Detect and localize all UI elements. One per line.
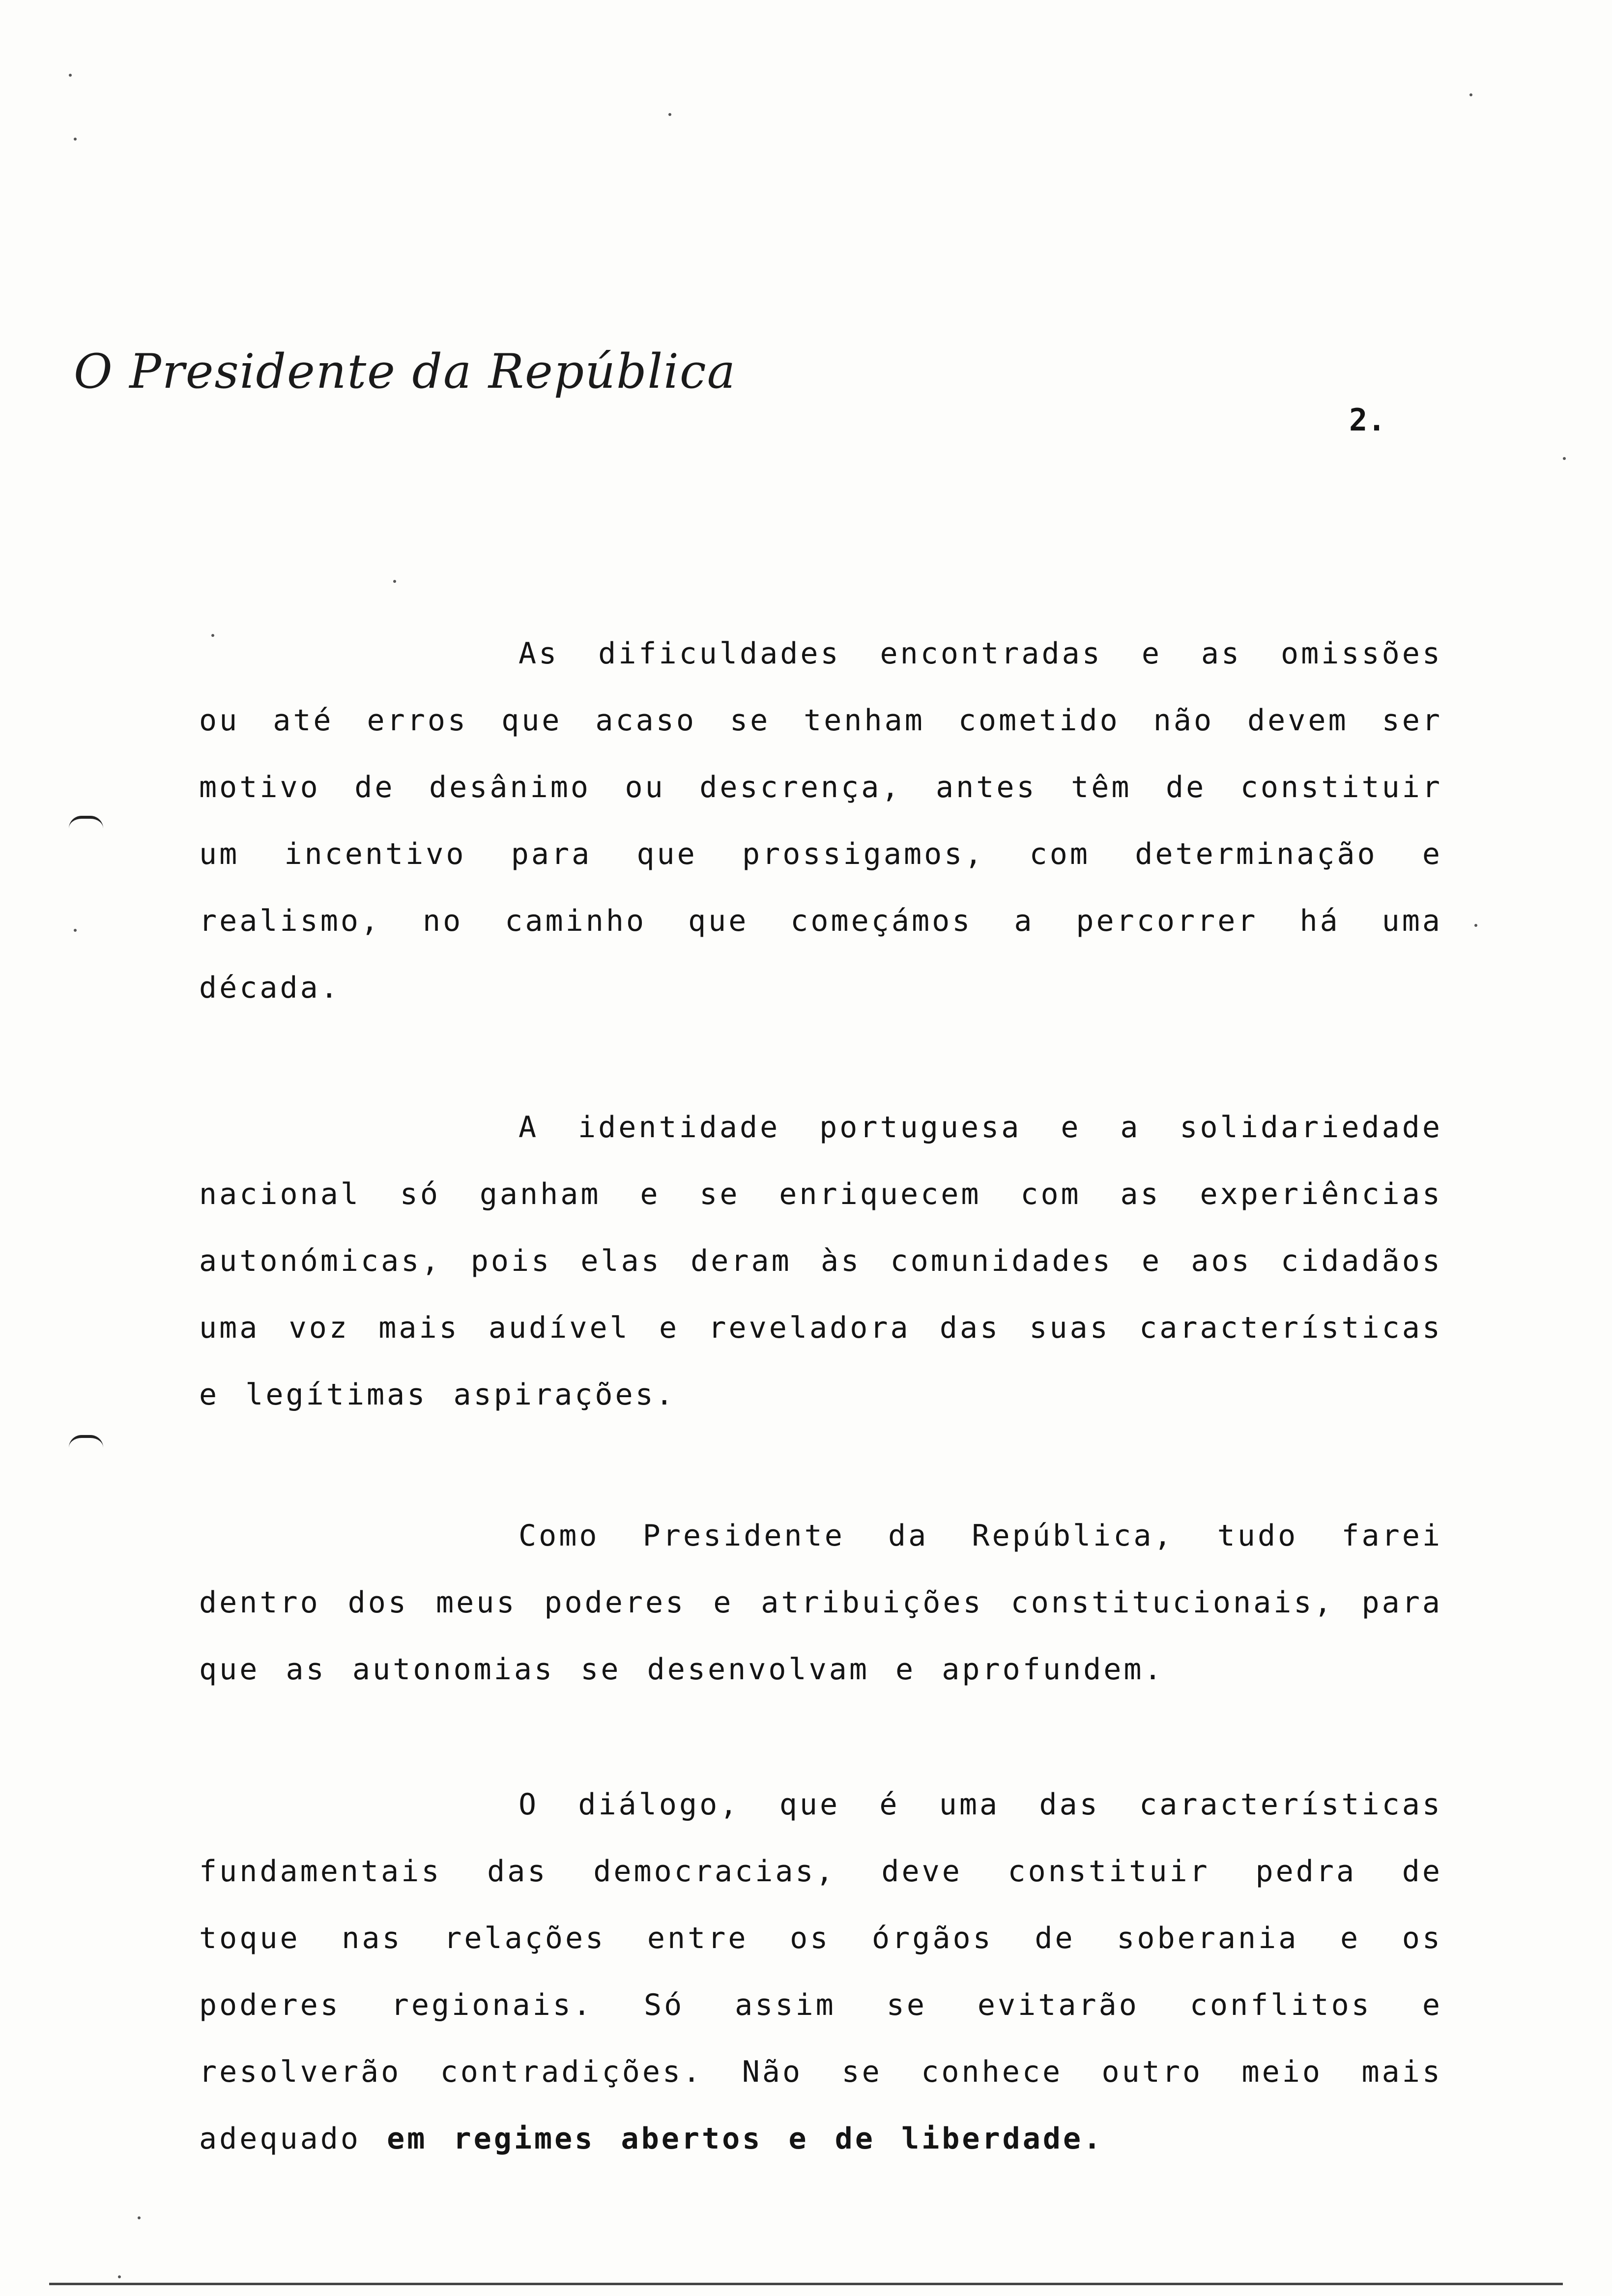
- speck: [211, 634, 214, 637]
- paragraph-dialogue: [199, 1771, 1442, 2172]
- speck: [138, 2216, 141, 2219]
- bottom-rule: [49, 2283, 1563, 2285]
- paragraph-dialogue-body: O diálogo, que é uma das características fundamentais das democracias, deve constituir pedra de toque nas relações entre os órgãos de soberania e os poderes regionais. Só assim se evitarão conflitos e resolverão contradições. Não se conhece outro meio mais adequado: [199, 1787, 1442, 2156]
- speck: [74, 138, 77, 141]
- letterhead-title: O Presidente da República: [74, 344, 736, 399]
- speck: [69, 74, 72, 77]
- speck: [393, 580, 396, 583]
- speck: [1563, 457, 1566, 460]
- speck: [1474, 924, 1477, 927]
- hole-punch-mark-icon: [69, 1435, 103, 1448]
- page-number: 2.: [1349, 402, 1386, 438]
- paragraph-identity: A identidade portuguesa e a solidariedade nacional só ganham e se enriquecem com as experiências autonómicas, pois elas deram às comunidades e aos cidadãos uma voz mais audível e reveladora das suas características e legítimas aspirações.: [199, 1110, 1442, 1412]
- paragraph-difficulties: As dificuldades encontradas e as omissões ou até erros que acaso se tenham cometido não devem ser motivo de desânimo ou descrença, antes têm de constituir um incentivo para que prossigamos, com determinação e realismo, no caminho que começámos a percorrer há uma década.: [199, 636, 1442, 1005]
- speck: [118, 2275, 121, 2278]
- speck: [1469, 93, 1472, 96]
- speck: [668, 113, 671, 116]
- speck: [74, 929, 77, 932]
- hole-punch-mark-icon: [69, 816, 103, 829]
- paragraph-president: Como Presidente da República, tudo farei dentro dos meus poderes e atribuições constitucionais, para que as autonomias se desenvolvam e aprofundem.: [199, 1519, 1442, 1687]
- paragraph-dialogue-tail: em regimes abertos e de liberdade.: [387, 2122, 1104, 2156]
